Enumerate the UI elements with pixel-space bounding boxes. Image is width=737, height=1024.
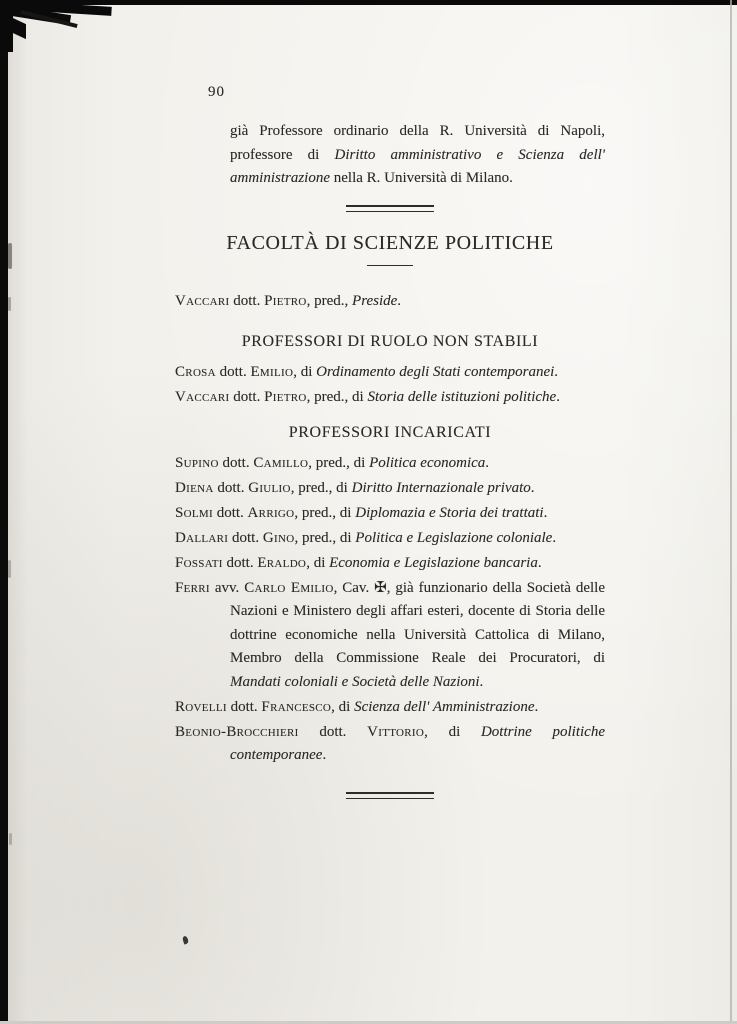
subject-italic: Diritto amministrativo e Scienza dell' amministrazione (230, 146, 605, 186)
text-segment: . (534, 698, 539, 715)
left-margin-mark (8, 297, 11, 311)
preside-entry (175, 290, 605, 314)
subject-italic: Mandati coloniali e Società delle Nazioni (230, 673, 480, 690)
double-rule-bottom (346, 792, 434, 799)
subject-italic: Ordinamento degli Stati contemporanei (316, 364, 555, 380)
intro-paragraph (230, 120, 605, 191)
faculty-entry (175, 386, 605, 410)
text-segment: . (556, 389, 560, 405)
left-margin-mark (9, 833, 12, 845)
faculty-entry (175, 721, 605, 768)
text-segment: , pred., di (294, 504, 356, 521)
text-segment: , pred., di (290, 479, 352, 496)
scan-edge-top (0, 0, 737, 5)
faculty-entry (175, 361, 605, 385)
subject-italic: Dottrine politiche contemporanee (230, 723, 605, 763)
text-segment: dott. (218, 454, 254, 471)
name-smallcaps: Pietro (264, 389, 307, 405)
name-smallcaps: Pietro (264, 292, 307, 309)
text-segment: dott. (222, 554, 258, 571)
text-segment: , di (293, 364, 317, 380)
faculty-title: FACOLTÀ DI SCIENZE POLITICHE (226, 231, 554, 254)
name-smallcaps: Supino (175, 454, 219, 471)
text-segment: , di (306, 554, 330, 571)
text-segment: dott. (226, 698, 262, 715)
text-segment: . (543, 504, 548, 521)
text-segment: . (479, 673, 484, 690)
name-smallcaps: Emilio (250, 364, 294, 380)
name-smallcaps: Rovelli (175, 698, 227, 715)
name-smallcaps: Carlo Emilio (244, 579, 334, 596)
title-rule (367, 265, 413, 266)
subject-italic: Scienza dell' Amministrazione (354, 698, 535, 715)
name-smallcaps: Gino (262, 529, 295, 546)
faculty-entry (175, 577, 605, 695)
name-smallcaps: Fossati (175, 554, 223, 571)
double-rule-top (346, 205, 434, 212)
faculty-entry (175, 527, 605, 551)
name-smallcaps: Camillo (253, 454, 309, 471)
name-smallcaps: Vittorio (367, 723, 425, 740)
ink-speck (182, 935, 189, 944)
name-smallcaps: Giulio (248, 479, 291, 496)
faculty-entry (175, 452, 605, 476)
text-segment: , pred., (306, 292, 353, 309)
name-smallcaps: Eraldo (257, 554, 307, 571)
subject-italic: Politica economica (369, 454, 486, 471)
text-segment: . (530, 479, 535, 496)
subject-italic: Preside (352, 292, 398, 309)
text-segment: . (485, 454, 490, 471)
text-segment: . (397, 292, 402, 309)
entries-incaricati (175, 452, 605, 768)
text-segment: , Cav. ✠, già funzionario della Società delle Nazioni e Ministero degli affari esteri, docente di Storia delle dottrine economiche nella Università Cattolica di Milano, Membro della Commissione Reale dei Procuratori, di (230, 579, 605, 666)
faculty-entry (175, 477, 605, 501)
text-segment: nella R. Università di Milano. (330, 170, 513, 186)
text-segment: dott. (212, 504, 248, 521)
name-smallcaps: Vaccari (175, 389, 230, 405)
name-smallcaps: Dallari (175, 529, 229, 546)
text-segment: , di (424, 723, 481, 740)
left-margin-mark (8, 560, 11, 578)
text-segment: dott. (298, 723, 368, 740)
text-segment: . (552, 529, 557, 546)
text-segment: . (554, 364, 559, 380)
subject-italic: Storia delle istituzioni politiche (367, 389, 557, 405)
subject-italic: Diritto Internazionale privato (351, 479, 531, 496)
text-segment: dott. (215, 364, 251, 380)
text-segment: avv. (209, 579, 245, 596)
name-smallcaps: Solmi (175, 504, 213, 521)
text-segment: . (537, 554, 542, 571)
subsection-heading-ruolo: PROFESSORI DI RUOLO NON STABILI (241, 333, 539, 350)
entries-ruolo (175, 361, 605, 410)
name-smallcaps: Francesco (261, 698, 332, 715)
name-smallcaps: Diena (175, 479, 214, 496)
name-smallcaps: Vaccari (175, 292, 230, 309)
text-segment: , pred., di (294, 529, 356, 546)
subject-italic: Politica e Legislazione coloniale (355, 529, 553, 546)
name-smallcaps: Crosa (175, 364, 216, 380)
text-segment: dott. (229, 389, 265, 405)
text-segment: già Professore ordinario della R. Università di Napoli, professore di (230, 123, 605, 163)
text-segment: dott. (229, 292, 265, 309)
left-margin-mark (8, 243, 12, 269)
name-smallcaps: Beonio-Brocchieri (175, 723, 299, 740)
text-segment: dott. (213, 479, 249, 496)
subject-italic: Diplomazia e Storia dei trattati (355, 504, 544, 521)
text-segment: , pred., di (308, 454, 370, 471)
faculty-entry (175, 552, 605, 576)
subsection-heading-incaricati: PROFESSORI INCARICATI (288, 423, 492, 441)
text-segment: . (322, 747, 327, 763)
subject-italic: Economia e Legislazione bancaria (329, 554, 538, 571)
name-smallcaps: Ferri (175, 579, 210, 596)
page-number: 90 (208, 84, 225, 100)
text-segment: , di (331, 698, 355, 715)
text-segment: , pred., di (306, 389, 368, 405)
scan-edge-right (730, 0, 732, 1024)
name-smallcaps: Arrigo (247, 504, 295, 521)
text-segment: dott. (228, 529, 263, 546)
scan-edge-left (0, 0, 8, 1024)
page-content (175, 84, 605, 799)
faculty-entry (175, 502, 605, 526)
faculty-entry (175, 696, 605, 720)
